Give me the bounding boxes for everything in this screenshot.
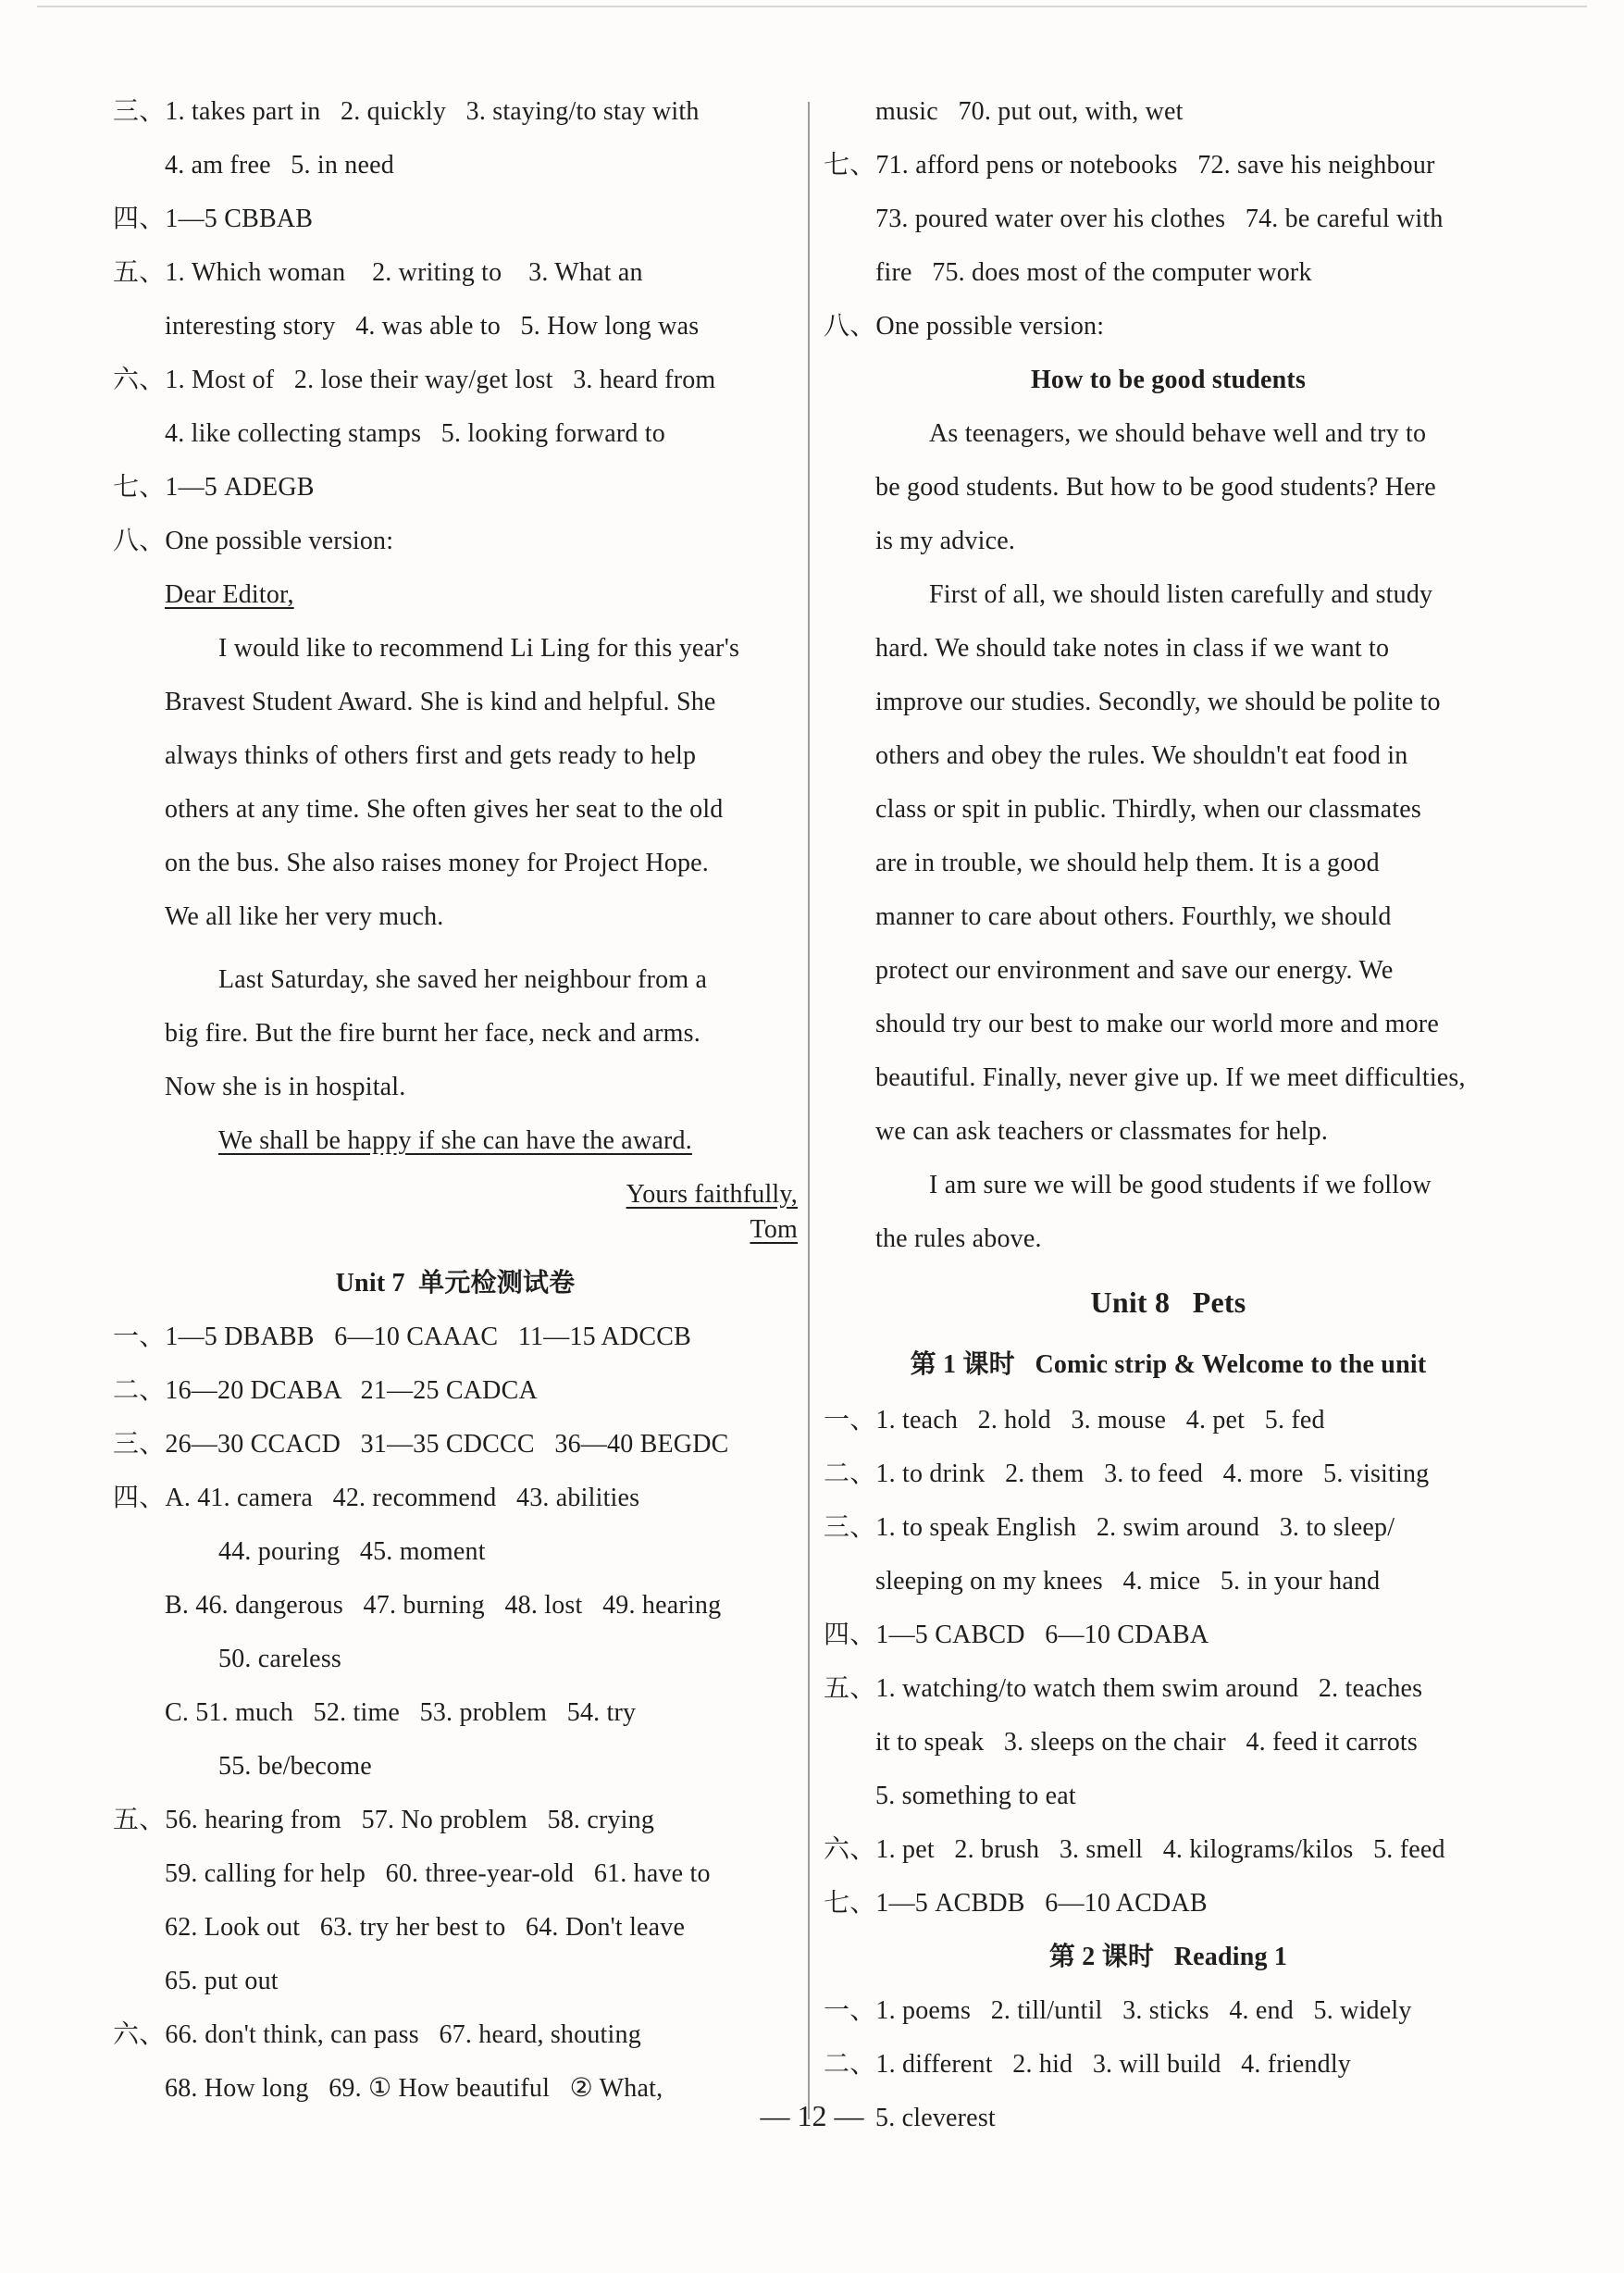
answer-line: 六、1. pet 2. brush 3. smell 4. kilograms/kilos 5. feed — [824, 1835, 1445, 1864]
answer-line: We all like her very much. — [165, 902, 444, 931]
answer-line: 七、1—5 ADEGB — [113, 473, 315, 502]
answer-line: Tom — [750, 1215, 798, 1244]
answer-line: 七、71. afford pens or notebooks 72. save his neighbour — [824, 151, 1435, 180]
answer-line: 62. Look out 63. try her best to 64. Don't leave — [165, 1913, 686, 1942]
answer-line: improve our studies. Secondly, we should be polite to — [875, 688, 1441, 716]
section-heading: How to be good students — [1030, 366, 1307, 394]
answer-line: 七、1—5 ACBDB 6—10 ACDAB — [824, 1889, 1208, 1918]
answer-line: fire 75. does most of the computer work — [875, 258, 1312, 287]
answer-line: others at any time. She often gives her seat to the old — [165, 795, 724, 824]
answer-line: 三、1. to speak English 2. swim around 3. to sleep/ — [824, 1513, 1395, 1542]
answer-line: 四、A. 41. camera 42. recommend 43. abilities — [113, 1484, 640, 1512]
answer-line: 六、66. don't think, can pass 67. heard, shouting — [113, 2020, 641, 2049]
answer-line: sleeping on my knees 4. mice 5. in your hand — [875, 1567, 1381, 1596]
answer-line: Last Saturday, she saved her neighbour from a — [218, 965, 708, 994]
answer-line: the rules above. — [875, 1224, 1042, 1253]
top-rule — [37, 6, 1587, 7]
answer-line: interesting story 4. was able to 5. How long was — [165, 312, 700, 341]
answer-line: 二、1. different 2. hid 3. will build 4. friendly — [824, 2050, 1352, 2079]
answer-line: 5. something to eat — [875, 1782, 1076, 1810]
answer-line: Now she is in hospital. — [165, 1073, 406, 1101]
answer-line: manner to care about others. Fourthly, we should — [875, 902, 1392, 931]
answer-line: 一、1. poems 2. till/until 3. sticks 4. end 5. widely — [824, 1996, 1412, 2025]
answer-line: be good students. But how to be good students? Here — [875, 473, 1436, 502]
answer-line: 65. put out — [165, 1967, 279, 1995]
answer-line: 4. am free 5. in need — [165, 151, 394, 180]
answer-line: 68. How long 69. ① How beautiful ② What, — [165, 2074, 663, 2103]
answer-line: 二、1. to drink 2. them 3. to feed 4. more 5. visiting — [824, 1459, 1430, 1488]
answer-line: are in trouble, we should help them. It is a good — [875, 849, 1380, 877]
answer-line: 一、1—5 DBABB 6—10 CAAAC 11—15 ADCCB — [113, 1323, 691, 1351]
answer-line: 三、26—30 CCACD 31—35 CDCCC 36—40 BEGDC — [113, 1430, 729, 1459]
answer-line: always thinks of others first and gets ready to help — [165, 741, 697, 770]
answer-line: we can ask teachers or classmates for help. — [875, 1117, 1329, 1146]
answer-line: 59. calling for help 60. three-year-old 61. have to — [165, 1859, 711, 1888]
answer-line: As teenagers, we should behave well and try to — [929, 419, 1427, 448]
answer-line: 44. pouring 45. moment — [218, 1537, 486, 1566]
answer-line: hard. We should take notes in class if we want to — [875, 634, 1390, 663]
answer-line: beautiful. Finally, never give up. If we meet difficulties, — [875, 1063, 1466, 1092]
answer-line: I am sure we will be good students if we follow — [929, 1171, 1432, 1199]
answer-line: it to speak 3. sleeps on the chair 4. feed it carrots — [875, 1728, 1419, 1757]
answer-line: Dear Editor, — [165, 580, 294, 609]
answer-line: 50. careless — [218, 1645, 342, 1673]
answer-line: B. 46. dangerous 47. burning 48. lost 49. hearing — [165, 1591, 722, 1620]
answer-line: We shall be happy if she can have the award. — [218, 1126, 692, 1155]
answer-line: on the bus. She also raises money for Project Hope. — [165, 849, 709, 877]
answer-line: 一、1. teach 2. hold 3. mouse 4. pet 5. fed — [824, 1406, 1325, 1435]
answer-line: protect our environment and save our energy. We — [875, 956, 1394, 985]
answer-line: 五、56. hearing from 57. No problem 58. crying — [113, 1806, 655, 1834]
answer-line: 五、1. watching/to watch them swim around 2. teaches — [824, 1674, 1423, 1703]
answer-line: 四、1—5 CABCD 6—10 CDABA — [824, 1621, 1209, 1649]
answer-line: 五、1. Which woman 2. writing to 3. What an — [113, 258, 643, 287]
page-number: — 12 — — [760, 2099, 864, 2132]
section-heading: Unit 8 Pets — [1090, 1286, 1246, 1319]
answer-line: 八、One possible version: — [113, 527, 394, 555]
answer-line: 4. like collecting stamps 5. looking forward to — [165, 419, 665, 448]
answer-line: should try our best to make our world more and more — [875, 1010, 1439, 1038]
answer-line: 73. poured water over his clothes 74. be careful with — [875, 205, 1444, 233]
answer-line: Bravest Student Award. She is kind and helpful. She — [165, 688, 716, 716]
section-heading: Unit 7 单元检测试卷 — [335, 1269, 576, 1298]
answer-line: First of all, we should listen carefully and study — [929, 580, 1433, 609]
answer-line: music 70. put out, with, wet — [875, 97, 1184, 126]
answer-line: 三、1. takes part in 2. quickly 3. staying/to stay with — [113, 97, 700, 126]
answer-line: Yours faithfully, — [626, 1180, 798, 1209]
answer-line: 55. be/become — [218, 1752, 372, 1781]
answer-line: others and obey the rules. We shouldn't eat food in — [875, 741, 1408, 770]
answer-line: 二、16—20 DCABA 21—25 CADCA — [113, 1376, 538, 1405]
answer-line: class or spit in public. Thirdly, when our classmates — [875, 795, 1421, 824]
answer-line: 5. cleverest — [875, 2104, 996, 2132]
section-heading: 第 2 课时 Reading 1 — [1048, 1943, 1288, 1971]
answer-line: I would like to recommend Li Ling for this year's — [218, 634, 740, 663]
answer-line: C. 51. much 52. time 53. problem 54. try — [165, 1698, 637, 1727]
answer-line: 四、1—5 CBBAB — [113, 205, 314, 233]
answer-line: is my advice. — [875, 527, 1016, 555]
section-heading: 第 1 课时 Comic strip & Welcome to the unit — [910, 1350, 1427, 1379]
answer-line: big fire. But the fire burnt her face, neck and arms. — [165, 1019, 700, 1048]
answer-line: 八、One possible version: — [824, 312, 1105, 341]
column-divider — [808, 102, 810, 2119]
answer-line: 六、1. Most of 2. lose their way/get lost 3. heard from — [113, 366, 716, 394]
